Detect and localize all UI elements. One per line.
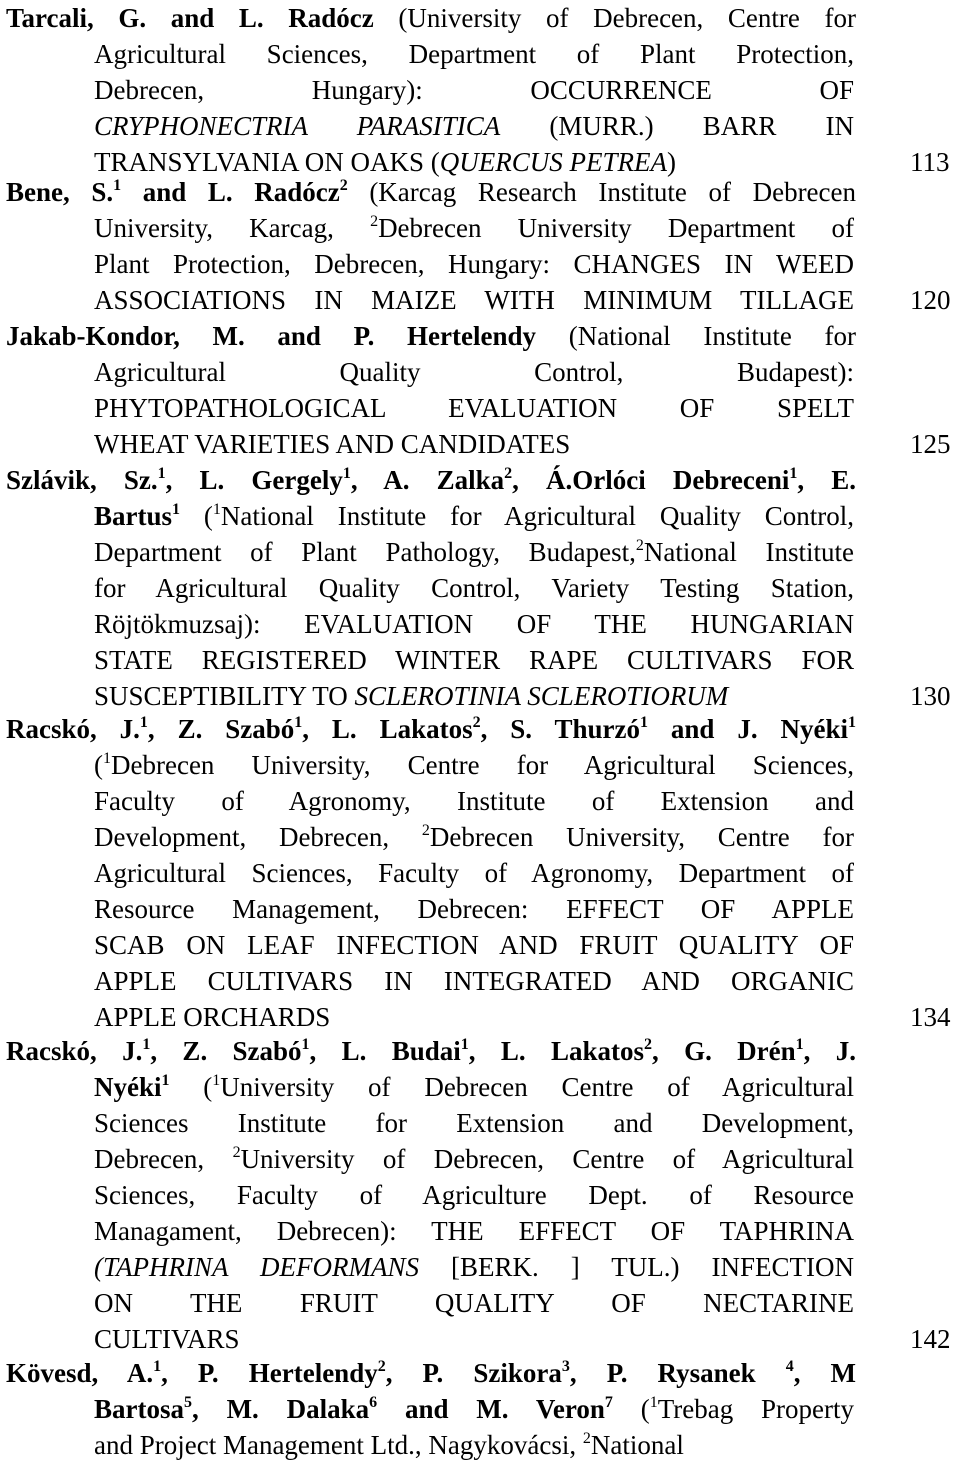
author-names: , Z. Szabó [147, 714, 295, 744]
toc-line [6, 1355, 856, 1391]
page-number: 120 [910, 285, 951, 315]
affiliation-superscript: 1 [342, 465, 351, 482]
line-text: (Karcag Research Institute of Debrecen [347, 177, 857, 207]
line-text: for Agricultural Quality Control, Variety Testing Station, [94, 573, 854, 603]
line-text: APPLE CULTIVARS IN INTEGRATED AND ORGANIC [94, 966, 854, 996]
line-text: Managament, Debrecen): THE EFFECT OF TAPHRINA [94, 1216, 854, 1246]
affiliation-superscript: 2 [472, 714, 481, 731]
author-names: , L. Gergely [165, 465, 343, 495]
affiliation-superscript: 1 [139, 714, 148, 731]
page-number: 134 [910, 1002, 951, 1032]
affiliation-superscript: 1 [142, 1036, 151, 1053]
toc-line [94, 783, 854, 819]
author-names: Tarcali, G. and L. Radócz [6, 3, 374, 33]
toc-line [94, 1177, 854, 1213]
affiliation-superscript: 2 [504, 465, 513, 482]
author-names: Jakab-Kondor, M. and P. Hertelendy [6, 321, 537, 351]
line-text: PHYTOPATHOLOGICAL EVALUATION OF SPELT [94, 393, 854, 423]
line-text: (University of Debrecen, Centre for [373, 3, 856, 33]
line-text: WHEAT VARIETIES AND CANDIDATES [94, 429, 571, 459]
toc-line [94, 534, 854, 570]
affiliation-superscript: 1 [113, 177, 122, 194]
line-text: National [590, 1430, 684, 1460]
toc-line [94, 1069, 854, 1105]
affiliation-superscript: 1 [157, 465, 166, 482]
affiliation-superscript: 2 [339, 177, 348, 194]
author-names: Bartosa [94, 1394, 184, 1424]
page-number: 130 [910, 681, 951, 711]
affiliation-superscript: 3 [561, 1358, 570, 1375]
author-names: , G. Drén [652, 1036, 796, 1066]
affiliation-superscript: 1 [103, 750, 111, 767]
line-text: Development, Debrecen, [94, 822, 422, 852]
toc-line [94, 72, 854, 108]
author-names: Szlávik, Sz. [6, 465, 158, 495]
toc-line [94, 855, 854, 891]
toc-line [94, 819, 854, 855]
author-names: , A. Zalka [350, 465, 505, 495]
toc-line [94, 927, 854, 963]
line-text: ( [169, 1072, 213, 1102]
toc-line [94, 36, 854, 72]
toc-line [94, 210, 854, 246]
line-text: Agricultural Sciences, Department of Plant Protection, [94, 39, 854, 69]
toc-line [94, 1141, 854, 1177]
toc-line [94, 1213, 854, 1249]
line-text: SCAB ON LEAF INFECTION AND FRUIT QUALITY OF [94, 930, 854, 960]
line-text: Trebag Property [657, 1394, 855, 1424]
toc-line [94, 1321, 240, 1357]
line-text: Debrecen University, Centre for Agricultural Sciences, [111, 750, 854, 780]
affiliation-superscript: 1 [172, 501, 181, 518]
toc-line [94, 606, 854, 642]
line-text: ( [612, 1394, 650, 1424]
affiliation-superscript: 4 [785, 1358, 794, 1375]
page-number: 125 [910, 429, 951, 459]
line-text: University of Debrecen, Centre of Agricultural [240, 1144, 855, 1174]
author-names: and L. Radócz [121, 177, 340, 207]
line-text: Plant Protection, Debrecen, Hungary: CHANGES IN WEED [94, 249, 854, 279]
affiliation-superscript: 2 [644, 1036, 652, 1053]
line-text: [BERK. ] TUL.) INFECTION [418, 1252, 854, 1282]
line-text: ) [667, 147, 677, 177]
affiliation-superscript: 5 [184, 1394, 192, 1411]
line-text: Department of Plant Pathology, Budapest, [94, 537, 636, 567]
line-text: National Institute for Agricultural Quality Control, [220, 501, 854, 531]
line-text: STATE REGISTERED WINTER RAPE CULTIVARS FOR [94, 645, 854, 675]
author-names: and M. Veron [377, 1394, 605, 1424]
affiliation-superscript: 1 [639, 714, 648, 731]
line-text: Agricultural Quality Control, Budapest): [94, 357, 854, 387]
toc-line [94, 282, 854, 318]
toc-line [94, 999, 330, 1035]
page-number: 113 [910, 147, 950, 177]
toc-line [94, 426, 570, 462]
line-text: SUSCEPTIBILITY TO [94, 681, 355, 711]
line-text: ASSOCIATIONS IN MAIZE WITH MINIMUM TILLAGE [94, 285, 854, 315]
toc-line [6, 711, 856, 747]
affiliation-superscript: 1 [789, 465, 798, 482]
line-text: Debrecen, [94, 1144, 233, 1174]
affiliation-superscript: 2 [232, 1144, 241, 1161]
author-names: , S. Thurzó [480, 714, 640, 744]
line-text: University of Debrecen Centre of Agricultural [220, 1072, 855, 1102]
line-text-italic: CRYPHONECTRIA PARASITICA [94, 111, 501, 141]
toc-line [6, 462, 856, 498]
author-names: Kövesd, A. [6, 1358, 154, 1388]
line-text: Sciences, Faculty of Agriculture Dept. of Resource [94, 1180, 854, 1210]
line-text: Faculty of Agronomy, Institute of Extension and [94, 786, 854, 816]
toc-line [94, 498, 854, 534]
author-names: , E. [797, 465, 856, 495]
line-text: (National Institute for [536, 321, 856, 351]
author-names: Bartus [94, 501, 173, 531]
author-names: , P. Szikora [385, 1358, 562, 1388]
line-text-italic: SCLEROTINIA SCLEROTIORUM [354, 681, 729, 711]
line-text: ON THE FRUIT QUALITY OF NECTARINE [94, 1288, 854, 1318]
affiliation-superscript: 1 [460, 1036, 469, 1053]
toc-line [94, 570, 854, 606]
line-text: Agricultural Sciences, Faculty of Agronomy, Department of [94, 858, 854, 888]
line-text: Debrecen University Department of [378, 213, 854, 243]
toc-line [6, 318, 856, 354]
affiliation-superscript: 1 [212, 1072, 221, 1089]
affiliation-superscript: 1 [294, 714, 303, 731]
toc-line [94, 642, 854, 678]
toc-line [6, 1033, 856, 1069]
toc-line [94, 1105, 854, 1141]
affiliation-superscript: 1 [649, 1394, 658, 1411]
line-text: Debrecen University, Centre for [429, 822, 854, 852]
toc-line [6, 0, 856, 36]
author-names: , M. Dalaka [192, 1394, 370, 1424]
toc-line [94, 390, 854, 426]
line-text: Röjtökmuzsaj): EVALUATION OF THE HUNGARIAN [94, 609, 854, 639]
author-names: Nyéki [94, 1072, 162, 1102]
line-text-italic: QUERCUS PETREA [439, 147, 668, 177]
author-names: , P. Rysanek [569, 1358, 786, 1388]
toc-line [94, 747, 854, 783]
affiliation-superscript: 1 [212, 501, 221, 518]
line-text: National Institute [643, 537, 854, 567]
affiliation-superscript: 1 [848, 714, 856, 731]
author-names: , Z. Szabó [150, 1036, 302, 1066]
author-names: and J. Nyéki [647, 714, 848, 744]
affiliation-superscript: 1 [153, 1358, 162, 1375]
affiliation-superscript: 1 [795, 1036, 804, 1053]
author-names: , L. Lakatos [468, 1036, 644, 1066]
line-text: CULTIVARS [94, 1324, 240, 1354]
author-names: , Á.Orlóci Debreceni [512, 465, 790, 495]
line-text: Debrecen, Hungary): OCCURRENCE OF [94, 75, 854, 105]
affiliation-superscript: 2 [377, 1358, 386, 1375]
toc-line [94, 891, 854, 927]
line-text: TRANSYLVANIA ON OAKS ( [94, 147, 440, 177]
line-text: (MURR.) BARR IN [500, 111, 854, 141]
affiliation-superscript: 6 [369, 1394, 378, 1411]
line-text: ( [94, 750, 103, 780]
toc-line [6, 174, 856, 210]
author-names: Racskó, J. [6, 714, 140, 744]
toc-line [94, 1285, 854, 1321]
author-names: , M [793, 1358, 857, 1388]
line-text: APPLE ORCHARDS [94, 1002, 331, 1032]
affiliation-superscript: 1 [301, 1036, 310, 1053]
author-names: Racskó, J. [6, 1036, 143, 1066]
line-text: ( [180, 501, 213, 531]
toc-line [94, 246, 854, 282]
author-names: , L. Budai [309, 1036, 461, 1066]
author-names: , L. Lakatos [302, 714, 473, 744]
toc-line [94, 354, 854, 390]
affiliation-superscript: 7 [604, 1394, 613, 1411]
line-text: University, Karcag, [94, 213, 371, 243]
line-text-italic: (TAPHRINA DEFORMANS [94, 1252, 419, 1282]
author-names: Bene, S. [6, 177, 114, 207]
toc-line [94, 1427, 684, 1462]
affiliation-superscript: 1 [161, 1072, 170, 1089]
toc-line [94, 108, 854, 144]
line-text: Resource Management, Debrecen: EFFECT OF APPLE [94, 894, 854, 924]
toc-line [94, 1249, 854, 1285]
affiliation-superscript: 2 [635, 537, 644, 554]
affiliation-superscript: 2 [582, 1430, 591, 1447]
toc-line [94, 1391, 854, 1427]
affiliation-superscript: 2 [421, 822, 430, 839]
author-names: , P. Hertelendy [161, 1358, 378, 1388]
line-text: Sciences Institute for Extension and Development, [94, 1108, 854, 1138]
author-names: , J. [803, 1036, 856, 1066]
line-text: and Project Management Ltd., Nagykovácsi, [94, 1430, 583, 1460]
toc-line [94, 963, 854, 999]
page-number: 142 [910, 1324, 951, 1354]
affiliation-superscript: 2 [370, 213, 379, 230]
toc-line [94, 678, 728, 714]
